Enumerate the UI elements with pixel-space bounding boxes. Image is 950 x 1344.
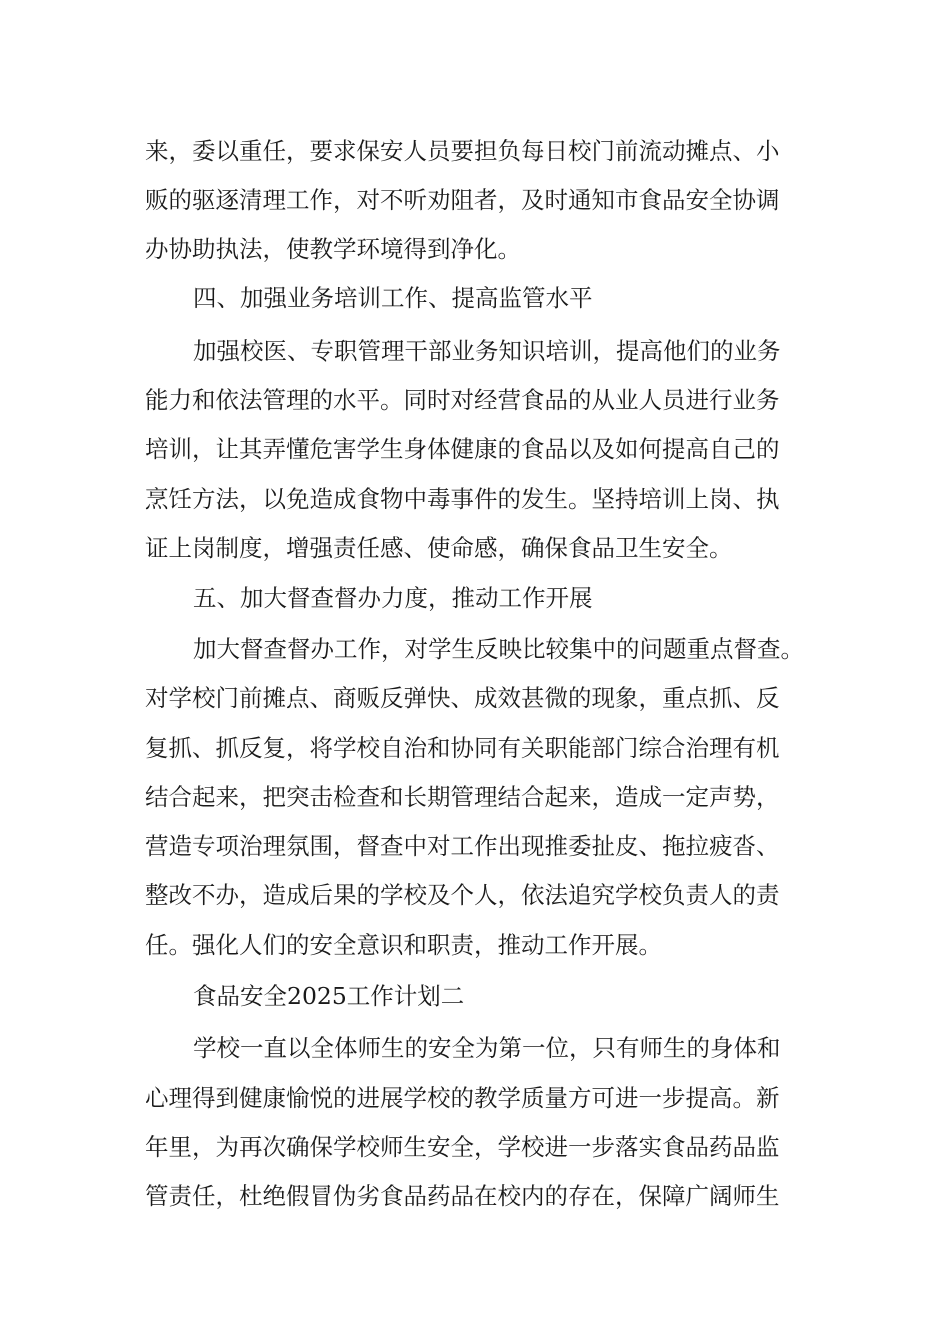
- text-line: 整改不办，造成后果的学校及个人，依法追究学校负责人的责: [145, 881, 780, 909]
- text-line: 证上岗制度，增强责任感、使命感，确保食品卫生安全。: [145, 534, 733, 562]
- section-heading: 四、加强业务培训工作、提高监管水平: [193, 284, 593, 312]
- text-line: 学校一直以全体师生的安全为第一位，只有师生的身体和: [193, 1034, 781, 1062]
- text-line: 能力和依法管理的水平。同时对经营食品的从业人员进行业务: [145, 386, 780, 414]
- text-line: 年里，为再次确保学校师生安全，学校进一步落实食品药品监: [145, 1133, 780, 1161]
- section-heading: 食品安全2025工作计划二: [193, 982, 465, 1010]
- text-line: 任。强化人们的安全意识和职责，推动工作开展。: [145, 931, 662, 959]
- text-line: 加强校医、专职管理干部业务知识培训，提高他们的业务: [193, 337, 781, 365]
- text-line: 管责任，杜绝假冒伪劣食品药品在校内的存在，保障广阔师生: [145, 1182, 780, 1210]
- text-line: 结合起来，把突击检查和长期管理结合起来，造成一定声势，: [145, 783, 780, 811]
- section-heading: 五、加大督查督办力度，推动工作开展: [193, 584, 593, 612]
- text-line: 复抓、抓反复，将学校自治和协同有关职能部门综合治理有机: [145, 734, 780, 762]
- text-line: 办协助执法，使教学环境得到净化。: [145, 235, 521, 263]
- text-line: 营造专项治理氛围，督查中对工作出现推委扯皮、拖拉疲沓、: [145, 832, 780, 860]
- text-line: 对学校门前摊点、商贩反弹快、成效甚微的现象，重点抓、反: [145, 684, 780, 712]
- text-line: 培训，让其弄懂危害学生身体健康的食品以及如何提高自己的: [145, 435, 780, 463]
- text-line: 贩的驱逐清理工作，对不听劝阻者，及时通知市食品安全协调: [145, 186, 780, 214]
- text-line: 来，委以重任，要求保安人员要担负每日校门前流动摊点、小: [145, 137, 780, 165]
- text-line: 心理得到健康愉悦的进展学校的教学质量方可进一步提高。新: [145, 1084, 780, 1112]
- text-line: 烹饪方法，以免造成食物中毒事件的发生。坚持培训上岗、执: [145, 485, 780, 513]
- text-line: 加大督查督办工作，对学生反映比较集中的问题重点督查。: [193, 635, 804, 663]
